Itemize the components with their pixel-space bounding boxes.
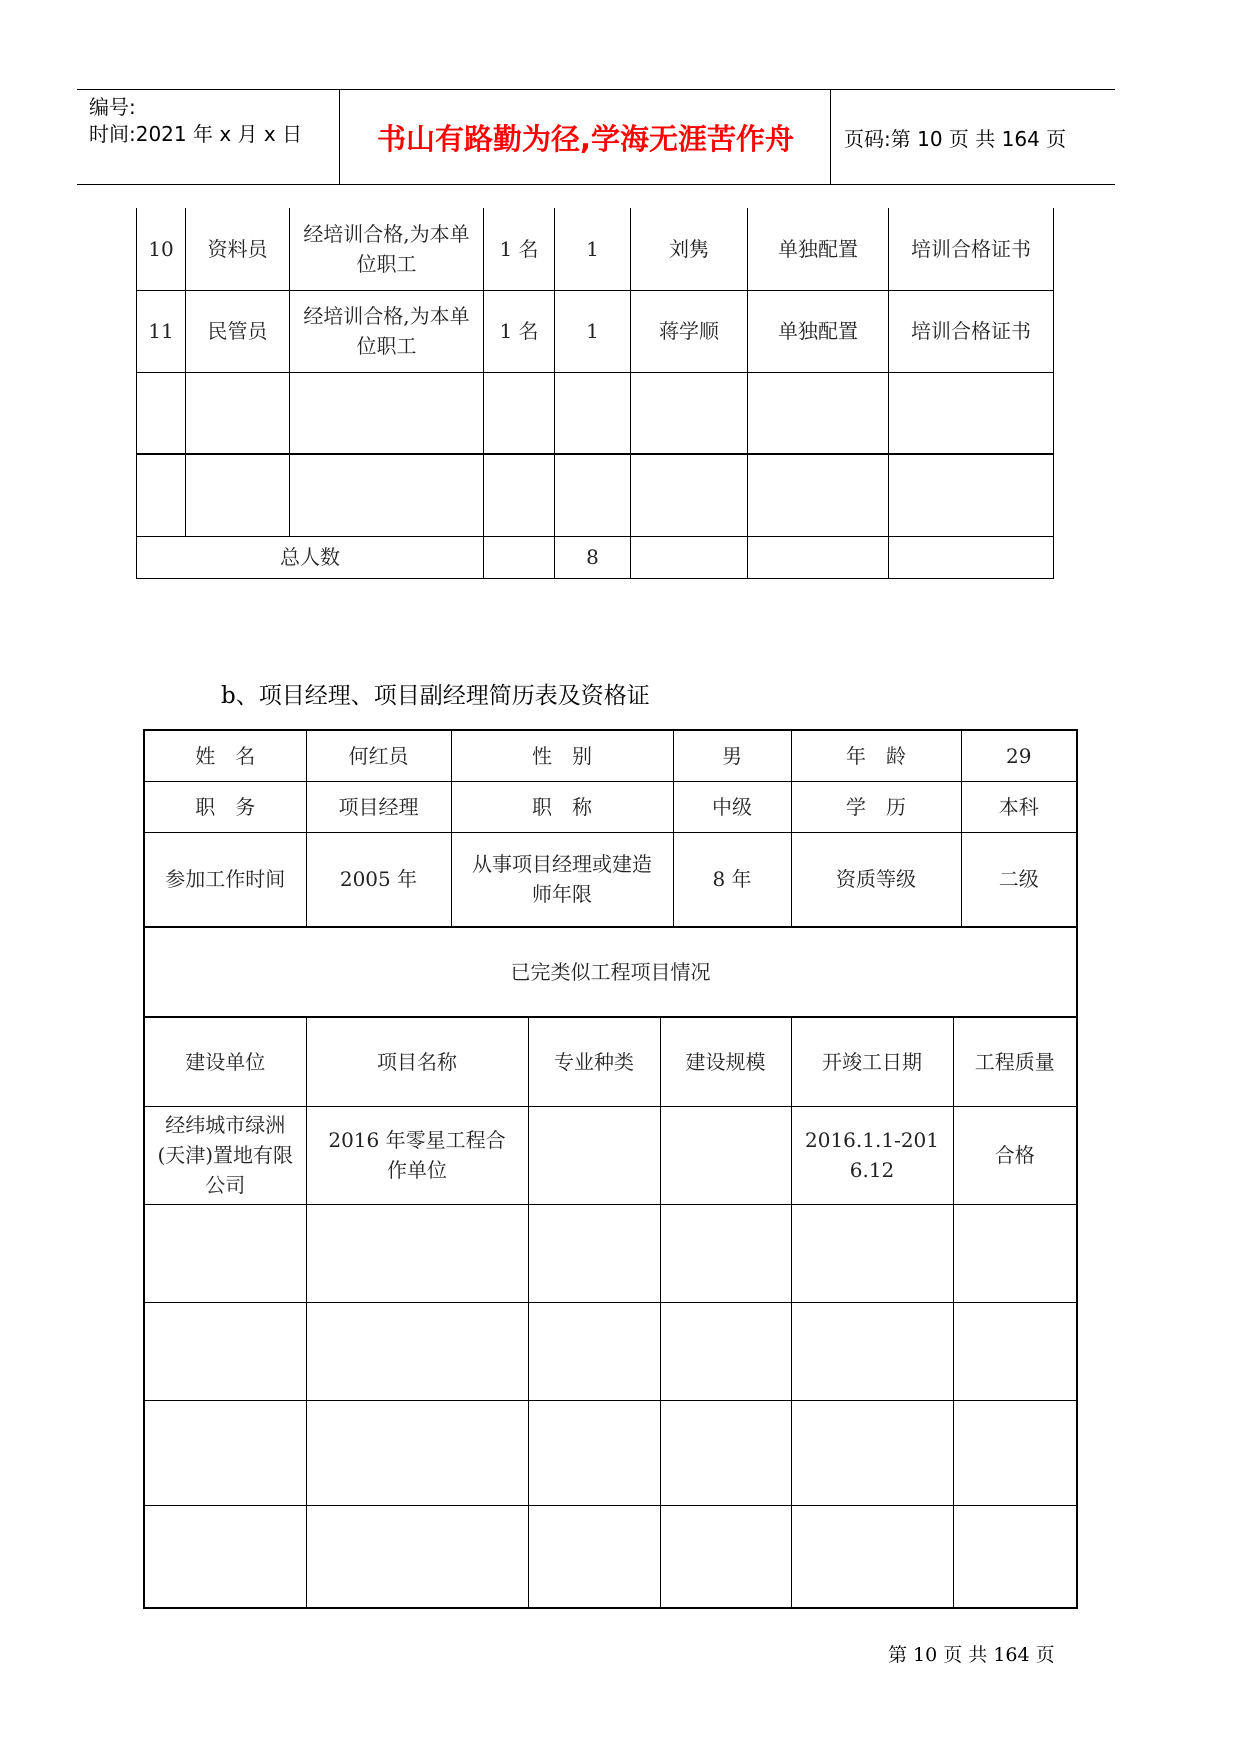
staff-config: 单独配置 (748, 290, 889, 372)
staff-requirement: 经培训合格,为本单位职工 (290, 208, 484, 290)
project-builder (144, 1302, 306, 1400)
table-row (144, 1505, 1077, 1608)
project-dates (791, 1400, 953, 1505)
serial-label: 编号: (89, 95, 136, 119)
title-label: 职 称 (451, 781, 673, 832)
staff-config (748, 454, 889, 536)
qualification-label: 资质等级 (791, 832, 961, 927)
project-scale (660, 1106, 791, 1204)
project-name: 2016 年零星工程合作单位 (306, 1106, 528, 1204)
staff-name: 刘隽 (631, 208, 748, 290)
table-row (137, 208, 1054, 290)
pm-years-label: 从事项目经理或建造师年限 (451, 832, 673, 927)
total-empty-cell (748, 536, 889, 578)
age-label: 年 龄 (791, 730, 961, 781)
project-quality (953, 1302, 1077, 1400)
project-quality (953, 1400, 1077, 1505)
project-scale (660, 1302, 791, 1400)
table-row (144, 1018, 1077, 1106)
footer-page-number: 第 10 页 共 164 页 (888, 1644, 1055, 1666)
project-specialty (528, 1204, 660, 1302)
project-specialty (528, 1400, 660, 1505)
staff-actual-count: 1 (555, 208, 631, 290)
staff-certificate (889, 454, 1054, 536)
header-motto: 书山有路勤为径,学海无涯苦作舟 (341, 90, 831, 184)
table-row (137, 372, 1054, 454)
col-header-quality: 工程质量 (953, 1018, 1077, 1106)
gender-label: 性 别 (451, 730, 673, 781)
table-row (144, 781, 1077, 832)
staff-role: 民管员 (186, 290, 290, 372)
project-scale (660, 1400, 791, 1505)
project-scale (660, 1204, 791, 1302)
staff-certificate: 培训合格证书 (889, 290, 1054, 372)
education-value: 本科 (961, 781, 1077, 832)
col-header-specialty: 专业种类 (528, 1018, 660, 1106)
position-value: 项目经理 (306, 781, 451, 832)
project-dates (791, 1505, 953, 1608)
project-dates: 2016.1.1-2016.12 (791, 1106, 953, 1204)
total-empty-cell (484, 536, 555, 578)
table-row (144, 1400, 1077, 1505)
project-name (306, 1204, 528, 1302)
staff-required-count (484, 454, 555, 536)
project-builder (144, 1400, 306, 1505)
gender-value: 男 (673, 730, 791, 781)
project-dates (791, 1302, 953, 1400)
staff-config: 单独配置 (748, 208, 889, 290)
project-builder: 经纬城市绿洲(天津)置地有限公司 (144, 1106, 306, 1204)
staff-requirement: 经培训合格,为本单位职工 (290, 290, 484, 372)
staff-certificate: 培训合格证书 (889, 208, 1054, 290)
staff-no (137, 454, 186, 536)
table-row (137, 454, 1054, 536)
pm-years-value: 8 年 (673, 832, 791, 927)
staff-required-count (484, 372, 555, 454)
staff-name: 蒋学顺 (631, 290, 748, 372)
total-row (137, 536, 1054, 578)
project-quality (953, 1505, 1077, 1608)
name-value: 何红员 (306, 730, 451, 781)
staff-role (186, 454, 290, 536)
staff-name (631, 454, 748, 536)
project-specialty (528, 1106, 660, 1204)
project-name (306, 1302, 528, 1400)
project-dates (791, 1204, 953, 1302)
total-empty-cell (889, 536, 1054, 578)
table-row (137, 290, 1054, 372)
age-value: 29 (961, 730, 1077, 781)
project-name (306, 1505, 528, 1608)
col-header-builder: 建设单位 (144, 1018, 306, 1106)
project-quality (953, 1204, 1077, 1302)
staff-requirement (290, 372, 484, 454)
table-row (144, 927, 1077, 1017)
project-name (306, 1400, 528, 1505)
staff-name (631, 372, 748, 454)
staff-required-count: 1 名 (484, 290, 555, 372)
staff-no: 11 (137, 290, 186, 372)
staff-role (186, 372, 290, 454)
staff-config (748, 372, 889, 454)
position-label: 职 务 (144, 781, 306, 832)
section-title: b、项目经理、项目副经理简历表及资格证 (221, 683, 650, 709)
total-value: 8 (555, 536, 631, 578)
header-page-label: 页码:第 10 页 共 164 页 (844, 126, 1067, 151)
staff-no: 10 (137, 208, 186, 290)
project-builder (144, 1204, 306, 1302)
project-specialty (528, 1505, 660, 1608)
time-label: 时间:2021 年 x 月 x 日 (89, 122, 303, 146)
staff-actual-count (555, 454, 631, 536)
work-start-value: 2005 年 (306, 832, 451, 927)
col-header-project-name: 项目名称 (306, 1018, 528, 1106)
name-label: 姓 名 (144, 730, 306, 781)
col-header-scale: 建设规模 (660, 1018, 791, 1106)
total-label: 总人数 (137, 536, 484, 578)
project-quality: 合格 (953, 1106, 1077, 1204)
staff-certificate (889, 372, 1054, 454)
staff-actual-count (555, 372, 631, 454)
education-label: 学 历 (791, 781, 961, 832)
resume-table (143, 729, 1078, 1018)
header-meta (77, 90, 340, 184)
staff-table (136, 208, 1054, 579)
project-builder (144, 1505, 306, 1608)
staff-required-count: 1 名 (484, 208, 555, 290)
qualification-value: 二级 (961, 832, 1077, 927)
page-header (77, 89, 1115, 185)
staff-requirement (290, 454, 484, 536)
table-row (144, 832, 1077, 927)
work-start-label: 参加工作时间 (144, 832, 306, 927)
staff-role: 资料员 (186, 208, 290, 290)
total-empty-cell (631, 536, 748, 578)
table-row (144, 1204, 1077, 1302)
project-scale (660, 1505, 791, 1608)
projects-table (143, 1018, 1078, 1609)
staff-no (137, 372, 186, 454)
table-row (144, 1106, 1077, 1204)
col-header-dates: 开竣工日期 (791, 1018, 953, 1106)
project-specialty (528, 1302, 660, 1400)
table-row (144, 730, 1077, 781)
projects-heading: 已完类似工程项目情况 (144, 927, 1077, 1017)
staff-actual-count: 1 (555, 290, 631, 372)
table-row (144, 1302, 1077, 1400)
title-value: 中级 (673, 781, 791, 832)
